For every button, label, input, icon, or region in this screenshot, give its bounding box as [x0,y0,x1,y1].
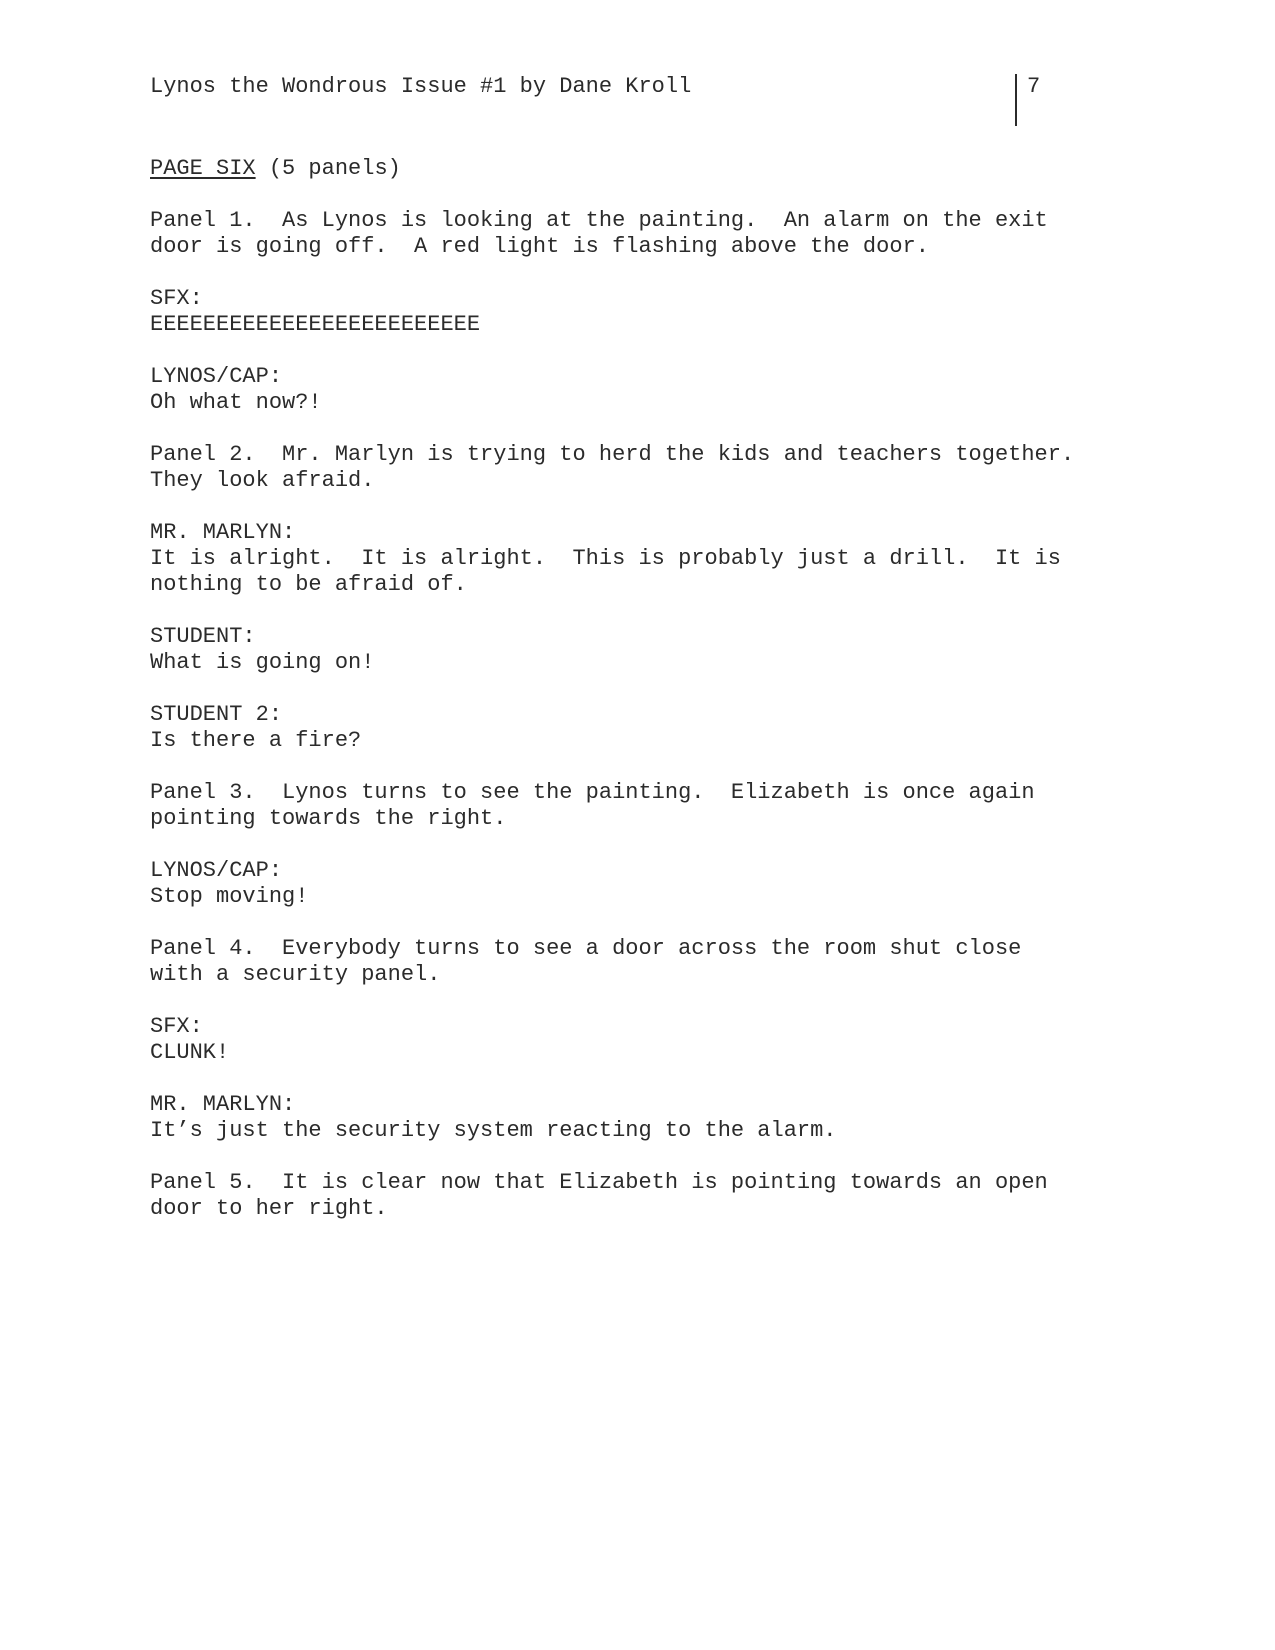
spacer [150,910,1150,936]
script-line: Panel 3. Lynos turns to see the painting. Elizabeth is once again [150,780,1035,805]
script-block [150,1014,1150,1066]
spacer [150,754,1150,780]
script-line: Oh what now?! [150,390,322,415]
script-block [150,442,1150,494]
script-block [150,936,1150,988]
script-line: MR. MARLYN: [150,1092,296,1117]
page-heading-label: PAGE SIX [150,156,256,181]
spacer [150,676,1150,702]
spacer [150,1144,1150,1170]
script-line: Is there a fire? [150,728,362,753]
script-line: It is alright. It is alright. This is probably just a drill. It is [150,546,1061,571]
page-heading [150,156,1150,182]
script-block [150,1092,1150,1144]
script-block [150,520,1150,598]
script-line: MR. MARLYN: [150,520,296,545]
script-line: SFX: [150,286,203,311]
script-block [150,780,1150,832]
spacer [150,598,1150,624]
spacer [150,260,1150,286]
script-line: CLUNK! [150,1040,230,1065]
header-title: Lynos the Wondrous Issue #1 by Dane Kroll [150,74,692,99]
script-block [150,1170,1150,1222]
script-line: door to her right. [150,1196,388,1221]
script-line: LYNOS/CAP: [150,364,283,389]
script-block [150,858,1150,910]
script-line: Panel 1. As Lynos is looking at the painting. An alarm on the exit [150,208,1048,233]
script-line: They look afraid. [150,468,375,493]
script-line: What is going on! [150,650,375,675]
script-line: EEEEEEEEEEEEEEEEEEEEEEEEE [150,312,481,337]
script-line: SFX: [150,1014,203,1039]
script-block [150,286,1150,338]
script-block [150,624,1150,676]
script-block [150,208,1150,260]
page-heading-panel-count: (5 panels) [255,156,401,181]
spacer [150,1066,1150,1092]
script-line: pointing towards the right. [150,806,507,831]
script-blocks [150,208,1150,1222]
script-block [150,702,1150,754]
script-line: STUDENT 2: [150,702,283,727]
script-line: door is going off. A red light is flashing above the door. [150,234,929,259]
script-body [150,156,1150,1222]
spacer [150,832,1150,858]
script-block [150,364,1150,416]
header-divider [1015,74,1017,126]
script-line: Panel 2. Mr. Marlyn is trying to herd the kids and teachers together. [150,442,1075,467]
script-line: Panel 5. It is clear now that Elizabeth is pointing towards an open [150,1170,1048,1195]
script-line: nothing to be afraid of. [150,572,467,597]
script-line: LYNOS/CAP: [150,858,283,883]
spacer [150,338,1150,364]
script-line: Panel 4. Everybody turns to see a door across the room shut close [150,936,1022,961]
script-line: STUDENT: [150,624,256,649]
spacer [150,182,1150,208]
script-line: It’s just the security system reacting to the alarm. [150,1118,837,1143]
spacer [150,416,1150,442]
spacer [150,494,1150,520]
page-number: 7 [1027,74,1041,99]
spacer [150,988,1150,1014]
script-line: with a security panel. [150,962,441,987]
script-line: Stop moving! [150,884,309,909]
